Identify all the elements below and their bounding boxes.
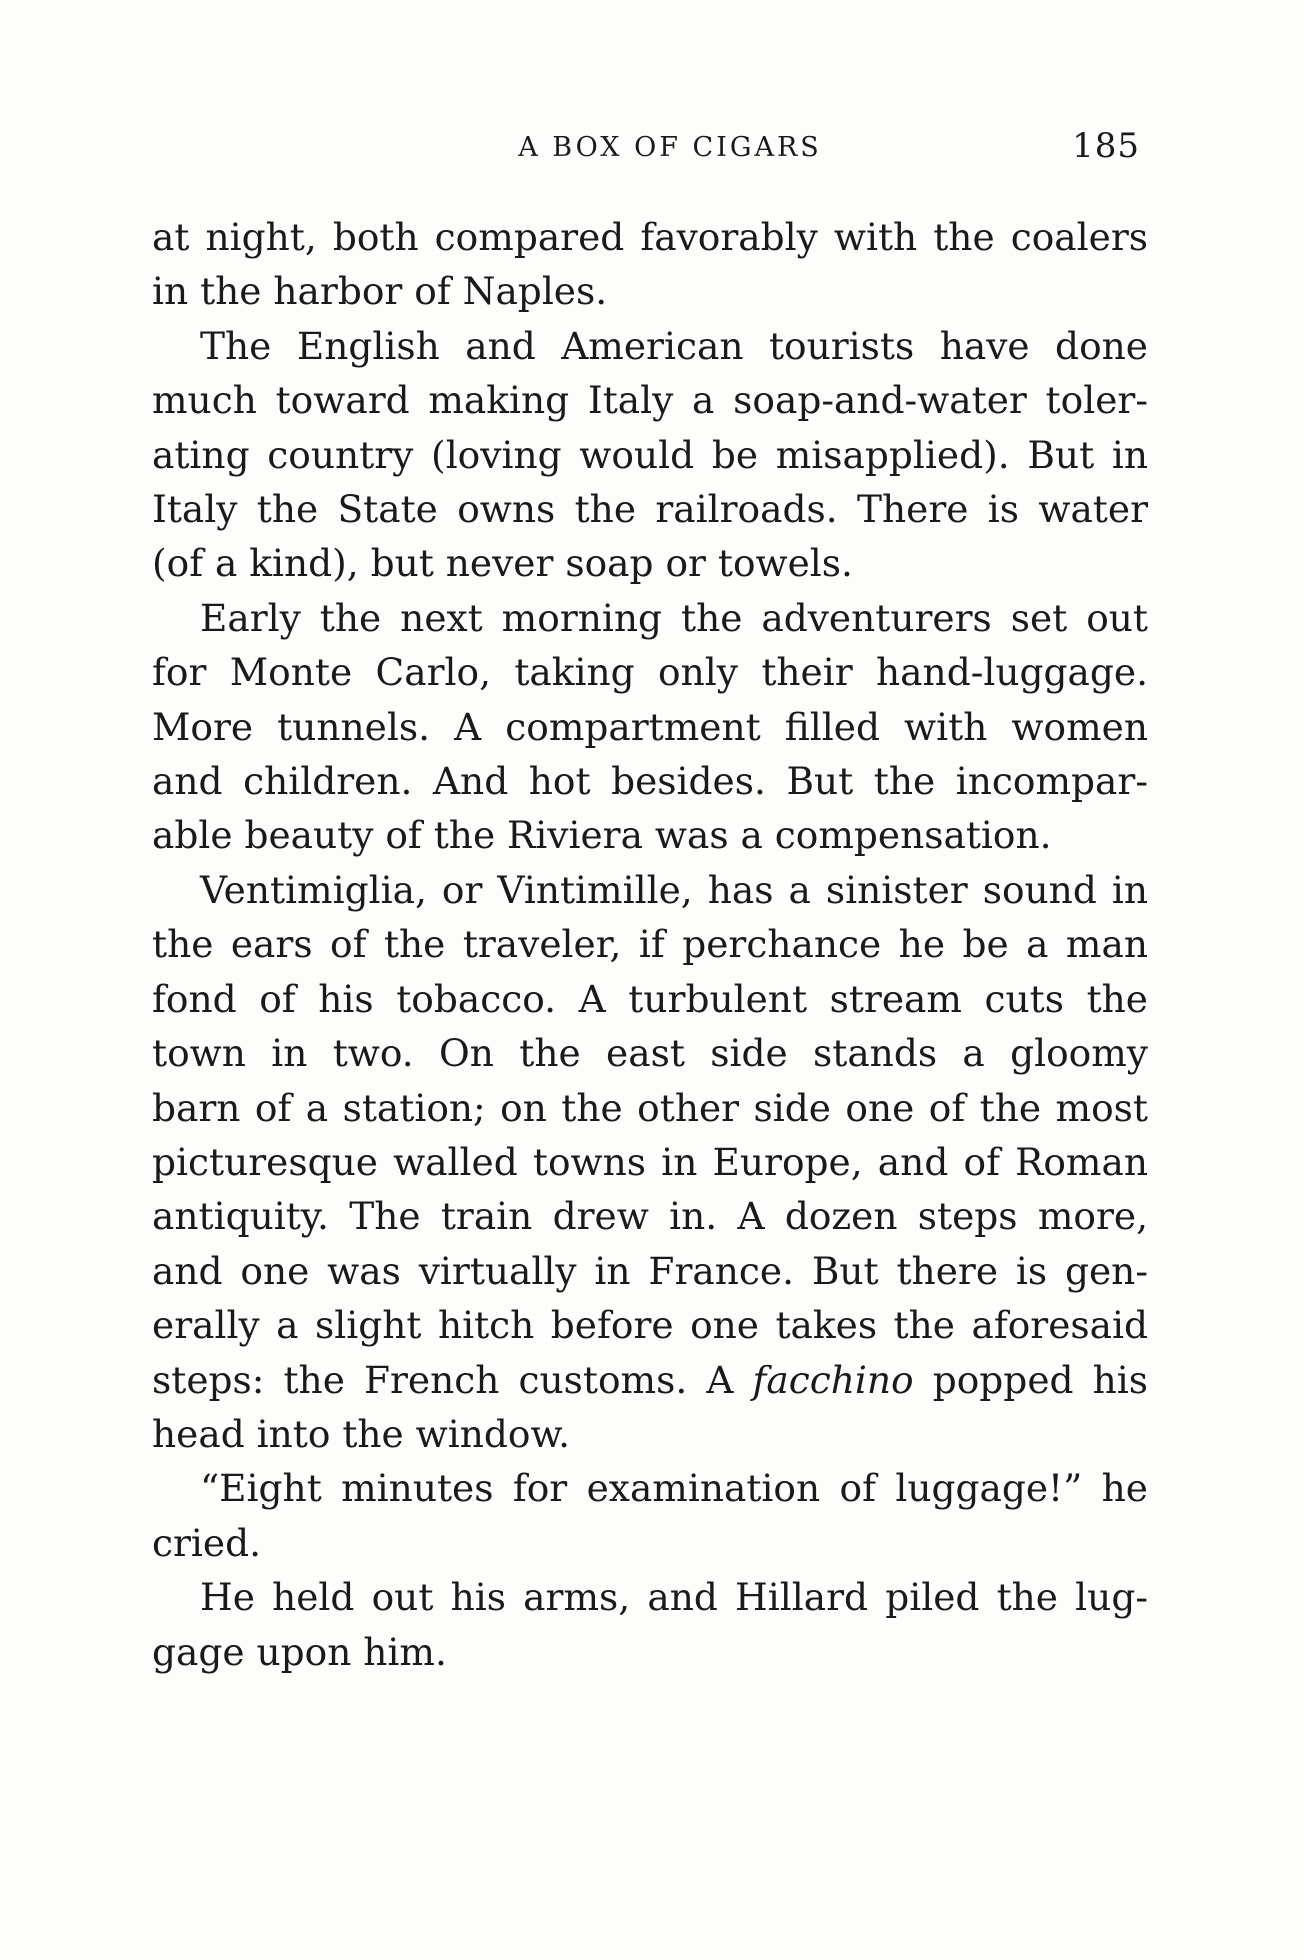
running-head: A BOX OF CIGARS bbox=[518, 132, 822, 163]
page-header bbox=[152, 126, 1148, 176]
paragraph-2 bbox=[152, 319, 1148, 591]
text-run: popped his bbox=[913, 1357, 1148, 1402]
text-line: in the harbor of Naples. bbox=[152, 269, 608, 314]
text-line: able beauty of the Riviera was a compensation. bbox=[152, 813, 1052, 858]
text-line: the ears of the traveler, if perchance he be a man bbox=[152, 922, 1148, 967]
text-line: More tunnels. A compartment filled with women bbox=[152, 704, 1148, 749]
text-line: cried. bbox=[152, 1520, 262, 1565]
paragraph-1 bbox=[152, 210, 1148, 319]
text-line: gage upon him. bbox=[152, 1629, 447, 1674]
page-number: 185 bbox=[1072, 126, 1140, 166]
paragraph-6 bbox=[152, 1570, 1148, 1679]
text-line: “Eight minutes for examination of luggage!” he bbox=[200, 1466, 1148, 1511]
text-line: He held out his arms, and Hillard piled the lug- bbox=[200, 1575, 1148, 1620]
text-line-italic bbox=[152, 1353, 1148, 1407]
text-line: barn of a station; on the other side one of the most bbox=[152, 1085, 1148, 1130]
text-line: much toward making Italy a soap-and-water toler- bbox=[152, 378, 1148, 423]
text-line: Italy the State owns the railroads. There is water bbox=[152, 487, 1148, 532]
text-line: erally a slight hitch before one takes the aforesaid bbox=[152, 1303, 1148, 1348]
text-line: town in two. On the east side stands a gloomy bbox=[152, 1031, 1148, 1076]
text-line: antiquity. The train drew in. A dozen steps more, bbox=[152, 1194, 1148, 1239]
text-line: Ventimiglia, or Vintimille, has a sinister sound in bbox=[200, 867, 1148, 912]
text-line: and one was virtually in France. But there is gen- bbox=[152, 1248, 1148, 1293]
text-line: Early the next morning the adventurers set out bbox=[200, 595, 1148, 640]
text-line: fond of his tobacco. A turbulent stream cuts the bbox=[152, 976, 1148, 1021]
text-line: head into the window. bbox=[152, 1411, 571, 1456]
text-run: steps: the French customs. A bbox=[152, 1357, 753, 1402]
text-line: for Monte Carlo, taking only their hand-luggage. bbox=[152, 650, 1148, 695]
paragraph-3 bbox=[152, 591, 1148, 863]
paragraph-5 bbox=[152, 1461, 1148, 1570]
italic-word: facchino bbox=[752, 1357, 914, 1402]
text-line: at night, both compared favorably with the coalers bbox=[152, 215, 1148, 259]
text-line: The English and American tourists have done bbox=[200, 323, 1148, 368]
text-line: picturesque walled towns in Europe, and of Roman bbox=[152, 1139, 1148, 1184]
text-line: ating country (loving would be misapplied). But in bbox=[152, 432, 1148, 477]
text-line: (of a kind), but never soap or towels. bbox=[152, 541, 853, 586]
text-line: and children. And hot besides. But the incompar- bbox=[152, 759, 1148, 804]
body-text bbox=[152, 210, 1148, 1679]
paragraph-4 bbox=[152, 863, 1148, 1461]
